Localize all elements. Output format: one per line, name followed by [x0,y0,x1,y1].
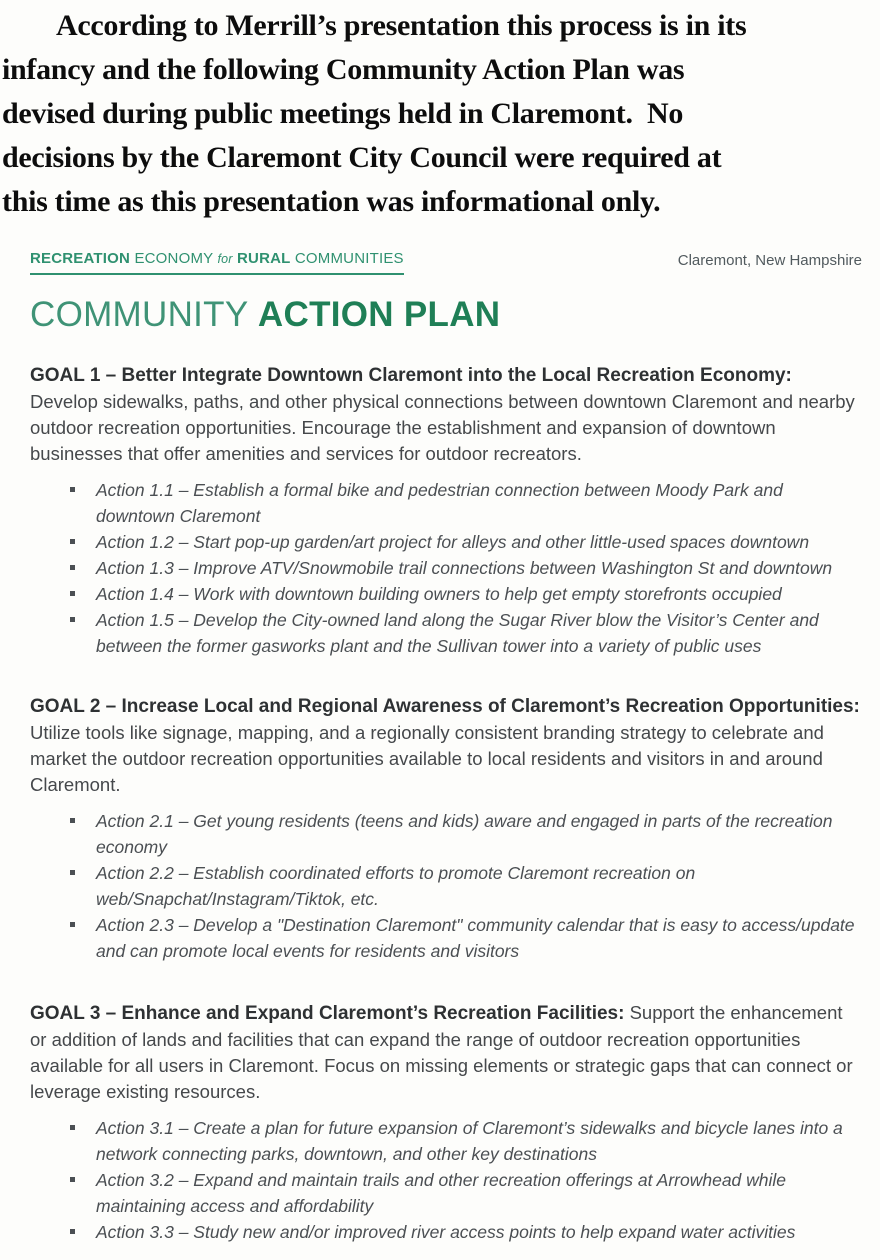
brand-word-recreation: RECREATION [30,250,131,267]
intro-line-5: this time as this presentation was informational only. [2,185,661,218]
goal-2-paragraph [30,693,862,798]
action-item-1-5: Action 1.5 – Develop the City-owned land along the Sugar River blow the Visitor’s Center and between the former gasworks plant and the Sullivan tower into a variety of public uses [30,607,862,659]
action-item-2-1: Action 2.1 – Get young residents (teens and kids) aware and engaged in parts of the recreation economy [30,808,862,860]
brand-word-rural: RURAL [237,250,291,267]
intro-line-2: infancy and the following Community Action Plan was [2,53,685,86]
goal-1-actions [30,477,862,659]
goal-3-actions [30,1115,862,1245]
brand-word-communities: COMMUNITIES [294,250,404,267]
action-item-1-3: Action 1.3 – Improve ATV/Snowmobile trail connections between Washington St and downtown [30,555,862,581]
brand-logo [30,250,404,275]
action-item-1-1: Action 1.1 – Establish a formal bike and pedestrian connection between Moody Park and downtown Claremont [30,477,862,529]
goal-3-paragraph [30,1000,862,1105]
goal-2-heading: GOAL 2 – Increase Local and Regional Awareness of Claremont’s Recreation Opportunities: [30,696,860,717]
intro-line-1: According to Merrill’s presentation this process is in its [56,9,747,42]
goal-2-section [30,693,862,964]
action-item-2-3: Action 2.3 – Develop a "Destination Claremont" community calendar that is easy to access/update and can promote local events for residents and visitors [30,912,862,964]
action-item-1-4: Action 1.4 – Work with downtown building owners to help get empty storefronts occupied [30,581,862,607]
goal-2-actions [30,808,862,964]
brand-word-for: for [217,252,233,266]
goal-3-heading: GOAL 3 – Enhance and Expand Claremont’s Recreation Facilities: [30,1003,625,1024]
goal-1-heading: GOAL 1 – Better Integrate Downtown Claremont into the Local Recreation Economy: [30,365,792,386]
action-item-3-2: Action 3.2 – Expand and maintain trails and other recreation offerings at Arrowhead while maintaining access and affordability [30,1167,862,1219]
action-item-3-3: Action 3.3 – Study new and/or improved river access points to help expand water activities [30,1219,862,1245]
action-plan-document [30,250,862,1245]
goal-3-body: Support the enhancement or addition of lands and facilities that can expand the range of outdoor recreation opportunities available for all users in Claremont. Focus on missing elements or strategic gaps that can connect or leverage existing resources. [30,1002,853,1102]
action-item-2-2: Action 2.2 – Establish coordinated efforts to promote Claremont recreation on web/Snapchat/Instagram/Tiktok, etc. [30,860,862,912]
goal-2-body: Utilize tools like signage, mapping, and a regionally consistent branding strategy to celebrate and market the outdoor recreation opportunities available to local residents and visitors in and around Claremont. [30,722,824,795]
document-header [30,250,862,275]
action-item-1-2: Action 1.2 – Start pop-up garden/art project for alleys and other little-used spaces downtown [30,529,862,555]
goal-1-section [30,363,862,659]
goal-3-section [30,1000,862,1245]
title-community: COMMUNITY [30,295,248,334]
title-action-plan: ACTION PLAN [257,295,501,334]
intro-paragraph [0,0,880,224]
page-title [30,295,862,335]
intro-line-4: decisions by the Claremont City Council were required at [2,141,722,174]
location-text: Claremont, New Hampshire [677,252,862,269]
goal-1-body: Develop sidewalks, paths, and other physical connections between downtown Claremont and nearby outdoor recreation opportunities. Encourage the establishment and expansion of downtown businesses that offer amenities and services for outdoor recreators. [30,391,855,464]
intro-line-3: devised during public meetings held in Claremont. No [2,97,684,130]
action-item-3-1: Action 3.1 – Create a plan for future expansion of Claremont’s sidewalks and bicycle lanes into a network connecting parks, downtown, and other key destinations [30,1115,862,1167]
brand-word-economy: ECONOMY [134,250,214,267]
